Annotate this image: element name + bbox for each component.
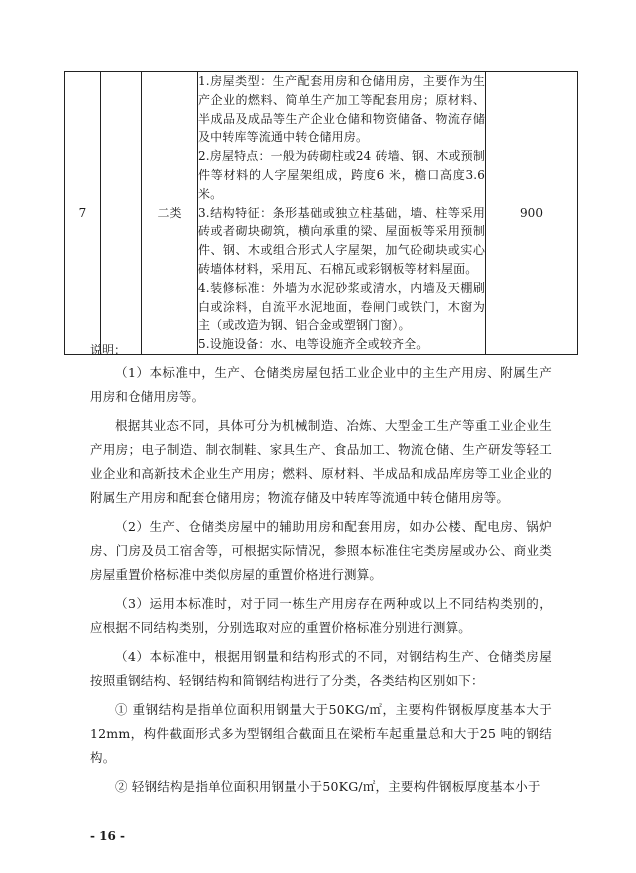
note-paragraph-2: （2）生产、仓储类房屋中的辅助用房和配套用房，如办公楼、配电房、锅炉房、门房及员工宿舍等，可根据实际情况，参照本标准住宅类房屋或办公、商业类房屋重置价格标准中类似房屋的重置价格进行测算。	[90, 519, 552, 582]
note-light-steel: ② 轻钢结构是指单位面积用钢量小于50KG/㎡，主要构件钢板厚度基本小于	[115, 779, 541, 794]
note-paragraph-1-detail: 根据其业态不同，具体可分为机械制造、冶炼、大型金工生产等重工业企业生产用房；电子制造、制衣制鞋、家具生产、食品加工、物流仓储、生产研发等轻工业企业和高新技术企业生产用房；燃料、原材料、半成品和成品库房等工业企业的附属生产用房和配套仓储用房；物流存储及中转库等流通中转仓储用房等。	[90, 418, 552, 505]
notes-label: 说明：	[90, 343, 127, 357]
price-cell: 900	[486, 72, 578, 355]
empty-cell	[101, 72, 142, 355]
description-item-features: 2.房屋特点：一般为砖砌柱或24 砖墙、钢、木或预制件等材料的人字屋架组成，跨度6 米，檐口高度3.6 米。	[198, 149, 485, 201]
note-paragraph-4: （4）本标准中，根据用钢量和结构形式的不同，对钢结构生产、仓储类房屋按照重钢结构、轻钢结构和简钢结构进行了分类，各类结构区别如下：	[90, 649, 552, 688]
standard-table	[64, 71, 578, 355]
note-paragraph-1: （1）本标准中，生产、仓储类房屋包括工业企业中的主生产用房、附属生产用房和仓储用房等。	[90, 365, 552, 404]
row-number: 7	[65, 72, 101, 355]
description-item-facilities: 5.设施设备：水、电等设施齐全或较齐全。	[198, 337, 429, 352]
notes-section	[90, 341, 552, 804]
description-item-type: 1.房屋类型：生产配套用房和仓储用房，主要作为生产企业的燃料、简单生产加工等配套用房；原材料、半成品及成品等生产企业仓储和物资储备、物流存储及中转库等流通中转仓储用房。	[198, 74, 485, 145]
category-cell: 二类	[142, 72, 198, 355]
page-number: - 16 -	[90, 829, 126, 843]
table-row	[65, 72, 578, 355]
description-item-structure: 3.结构特征：条形基础或独立柱基础，墙、柱等采用砖或者砌块砌筑，横向承重的梁、屋面板等采用预制件、钢、木或组合形式人字屋架，加气砼砌块或实心砖墙体材料，采用瓦、石棉瓦或彩钢板等材料屋面。	[198, 205, 485, 276]
note-paragraph-3: （3）运用本标准时，对于同一栋生产用房存在两种或以上不同结构类别的，应根据不同结构类别，分别选取对应的重置价格标准分别进行测算。	[90, 596, 552, 635]
description-cell	[198, 72, 486, 355]
description-item-decoration: 4.装修标准：外墙为水泥砂浆或清水，内墙及天棚刷白或涂料，自流平水泥地面，卷闸门或铁门，木窗为主（或改造为钢、铝合金或塑钢门窗）。	[198, 280, 485, 333]
note-heavy-steel: ① 重钢结构是指单位面积用钢量大于50KG/㎡，主要构件钢板厚度基本大于12mm，构件截面形式多为型钢组合截面且在梁桁车起重量总和大于25 吨的钢结构。	[90, 702, 552, 765]
